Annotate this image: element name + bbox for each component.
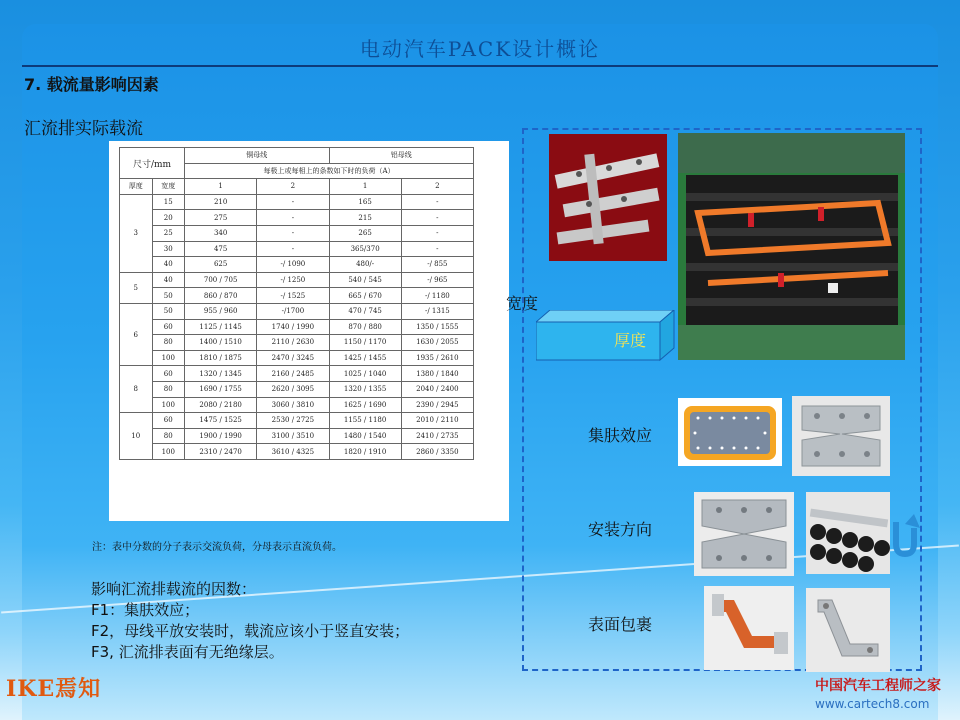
table-cell: -/ 1250	[257, 272, 329, 288]
table-cell: 2390 / 2945	[401, 397, 473, 413]
table-cell: 210	[185, 194, 257, 210]
table-cell: 1380 / 1840	[401, 366, 473, 382]
table-cell: -	[257, 225, 329, 241]
watermark-cn: 中国汽车工程师之家	[815, 678, 941, 694]
factor-f1: F1：集肤效应；	[91, 601, 200, 619]
table-cell: 700 / 705	[185, 272, 257, 288]
table-cell: 60	[152, 413, 185, 429]
battery-pack-photo	[678, 133, 905, 360]
table-cell: 50	[152, 303, 185, 319]
coated-busbar-photo	[704, 586, 794, 670]
table-cell: 1690 / 1755	[185, 381, 257, 397]
install-direction-label: 安装方向	[588, 520, 653, 539]
table-row	[120, 303, 474, 319]
table-cell: 365/370	[329, 241, 401, 257]
table-cell: 1320 / 1355	[329, 381, 401, 397]
table-cell: 100	[152, 397, 185, 413]
header-size: 尺寸/mm	[120, 148, 185, 179]
table-body	[120, 194, 474, 459]
table-cell: 870 / 880	[329, 319, 401, 335]
table-cell: 265	[329, 225, 401, 241]
table-cell: 275	[185, 210, 257, 226]
table-cell: 2160 / 2485	[257, 366, 329, 382]
table-cell: -	[401, 241, 473, 257]
table-cell: 475	[185, 241, 257, 257]
table-cell: 1350 / 1555	[401, 319, 473, 335]
table-cell: -/1700	[257, 303, 329, 319]
watermark-url: www.cartech8.com	[815, 697, 930, 711]
header-aluminum: 铝母线	[329, 148, 474, 164]
cell-module-photo	[806, 492, 890, 574]
table-row	[120, 381, 474, 397]
table-note: 注：表中分数的分子表示交流负荷，分母表示直流负荷。	[92, 542, 342, 553]
table-cell: 470 / 745	[329, 303, 401, 319]
table-cell: 215	[329, 210, 401, 226]
table-cell: 1820 / 1910	[329, 444, 401, 460]
table-cell: -/ 965	[401, 272, 473, 288]
header-copper: 铜母线	[185, 148, 329, 164]
table-cell: 20	[152, 210, 185, 226]
table-cell: 3610 / 4325	[257, 444, 329, 460]
width-label: 宽度	[506, 294, 539, 313]
table-cell: 1425 / 1455	[329, 350, 401, 366]
table-row	[120, 350, 474, 366]
table-cell: 1810 / 1875	[185, 350, 257, 366]
table-cell: -/ 1090	[257, 257, 329, 273]
table-cell: 1480 / 1540	[329, 428, 401, 444]
rotate-arrow-icon	[890, 512, 920, 558]
current-table-card	[109, 141, 509, 521]
table-cell: 2010 / 2110	[401, 413, 473, 429]
table-row	[120, 366, 474, 382]
table-cell: 955 / 960	[185, 303, 257, 319]
header-al-1: 1	[329, 179, 401, 195]
table-cell: 480/-	[329, 257, 401, 273]
table-cell: 50	[152, 288, 185, 304]
table-cell: 1320 / 1345	[185, 366, 257, 382]
table-cell: 1625 / 1690	[329, 397, 401, 413]
table-cell: -/ 1315	[401, 303, 473, 319]
table-cell: 2860 / 3350	[401, 444, 473, 460]
table-cell: 340	[185, 225, 257, 241]
table-cell: 2620 / 3095	[257, 381, 329, 397]
factors-list	[91, 579, 409, 663]
factor-f3: F3, 汇流排表面有无绝缘层。	[91, 643, 284, 661]
table-cell: 1935 / 2610	[401, 350, 473, 366]
table-row	[120, 413, 474, 429]
table-cell: 40	[152, 257, 185, 273]
factor-f2: F2，母线平放安装时，载流应该小于竖直安装；	[91, 622, 410, 640]
table-cell: -	[257, 241, 329, 257]
table-cell: 2310 / 2470	[185, 444, 257, 460]
table-cell: 165	[329, 194, 401, 210]
thickness-cell: 8	[120, 366, 153, 413]
busbar-bent-photo-1	[792, 396, 890, 476]
subsection-heading: 汇流排实际载流	[24, 119, 143, 139]
header-cu-1: 1	[185, 179, 257, 195]
table-cell: 540 / 545	[329, 272, 401, 288]
table-cell: -/ 855	[401, 257, 473, 273]
table-cell: 40	[152, 272, 185, 288]
header-cu-2: 2	[257, 179, 329, 195]
table-cell: 860 / 870	[185, 288, 257, 304]
header-width: 宽度	[152, 179, 185, 195]
table-cell: 1125 / 1145	[185, 319, 257, 335]
thickness-label: 厚度	[614, 331, 647, 350]
table-cell: 2080 / 2180	[185, 397, 257, 413]
table-row	[120, 319, 474, 335]
thickness-cell: 5	[120, 272, 153, 303]
table-cell: 2470 / 3245	[257, 350, 329, 366]
table-row	[120, 288, 474, 304]
table-cell: 2110 / 2630	[257, 335, 329, 351]
table-cell: 60	[152, 319, 185, 335]
table-cell: 665 / 670	[329, 288, 401, 304]
header-load: 每极上或每相上的条数如下时的负荷（A）	[185, 163, 474, 179]
surface-wrap-label: 表面包裹	[588, 615, 653, 634]
table-cell: -	[401, 194, 473, 210]
table-cell: 15	[152, 194, 185, 210]
table-cell: 100	[152, 444, 185, 460]
table-cell: 1400 / 1510	[185, 335, 257, 351]
table-row	[120, 335, 474, 351]
table-cell: 1900 / 1990	[185, 428, 257, 444]
table-cell: -/ 1525	[257, 288, 329, 304]
table-row	[120, 210, 474, 226]
table-cell: 3100 / 3510	[257, 428, 329, 444]
section-heading: 7. 载流量影响因素	[24, 75, 159, 94]
table-row	[120, 444, 474, 460]
header-al-2: 2	[401, 179, 473, 195]
table-cell: 625	[185, 257, 257, 273]
skin-effect-diagram	[678, 398, 782, 466]
table-row	[120, 257, 474, 273]
table-cell: 2530 / 2725	[257, 413, 329, 429]
bare-busbar-photo	[806, 588, 890, 672]
table-row	[120, 225, 474, 241]
table-cell: 1155 / 1180	[329, 413, 401, 429]
factors-heading: 影响汇流排载流的因数：	[91, 580, 257, 598]
page-title: 电动汽车PACK设计概论	[359, 37, 601, 61]
table-row	[120, 272, 474, 288]
table-cell: 100	[152, 350, 185, 366]
table-row	[120, 241, 474, 257]
table-cell: 2040 / 2400	[401, 381, 473, 397]
table-cell: 30	[152, 241, 185, 257]
thickness-cell: 6	[120, 303, 153, 365]
busbar-bent-photo-2	[694, 492, 794, 576]
busbar-current-table	[119, 147, 474, 460]
table-cell: 2410 / 2735	[401, 428, 473, 444]
table-cell: -	[401, 225, 473, 241]
table-row	[120, 194, 474, 210]
header-thickness: 厚度	[120, 179, 153, 195]
table-cell: 1740 / 1990	[257, 319, 329, 335]
table-cell: 80	[152, 381, 185, 397]
busbar-photo	[549, 134, 667, 261]
table-cell: 3060 / 3810	[257, 397, 329, 413]
table-cell: 1630 / 2055	[401, 335, 473, 351]
table-cell: 80	[152, 335, 185, 351]
skin-effect-label: 集肤效应	[588, 426, 653, 445]
table-cell: -/ 1180	[401, 288, 473, 304]
table-cell: -	[257, 194, 329, 210]
busbar-3d-block	[536, 310, 676, 370]
thickness-cell: 10	[120, 413, 153, 460]
table-cell: 60	[152, 366, 185, 382]
table-cell: 80	[152, 428, 185, 444]
table-cell: 1475 / 1525	[185, 413, 257, 429]
table-row	[120, 397, 474, 413]
table-cell: 25	[152, 225, 185, 241]
table-row	[120, 428, 474, 444]
ike-logo: IKE焉知	[6, 676, 102, 702]
thickness-cell: 3	[120, 194, 153, 272]
title-divider	[22, 65, 938, 67]
table-cell: -	[257, 210, 329, 226]
table-cell: 1150 / 1170	[329, 335, 401, 351]
table-cell: -	[401, 210, 473, 226]
table-cell: 1025 / 1040	[329, 366, 401, 382]
